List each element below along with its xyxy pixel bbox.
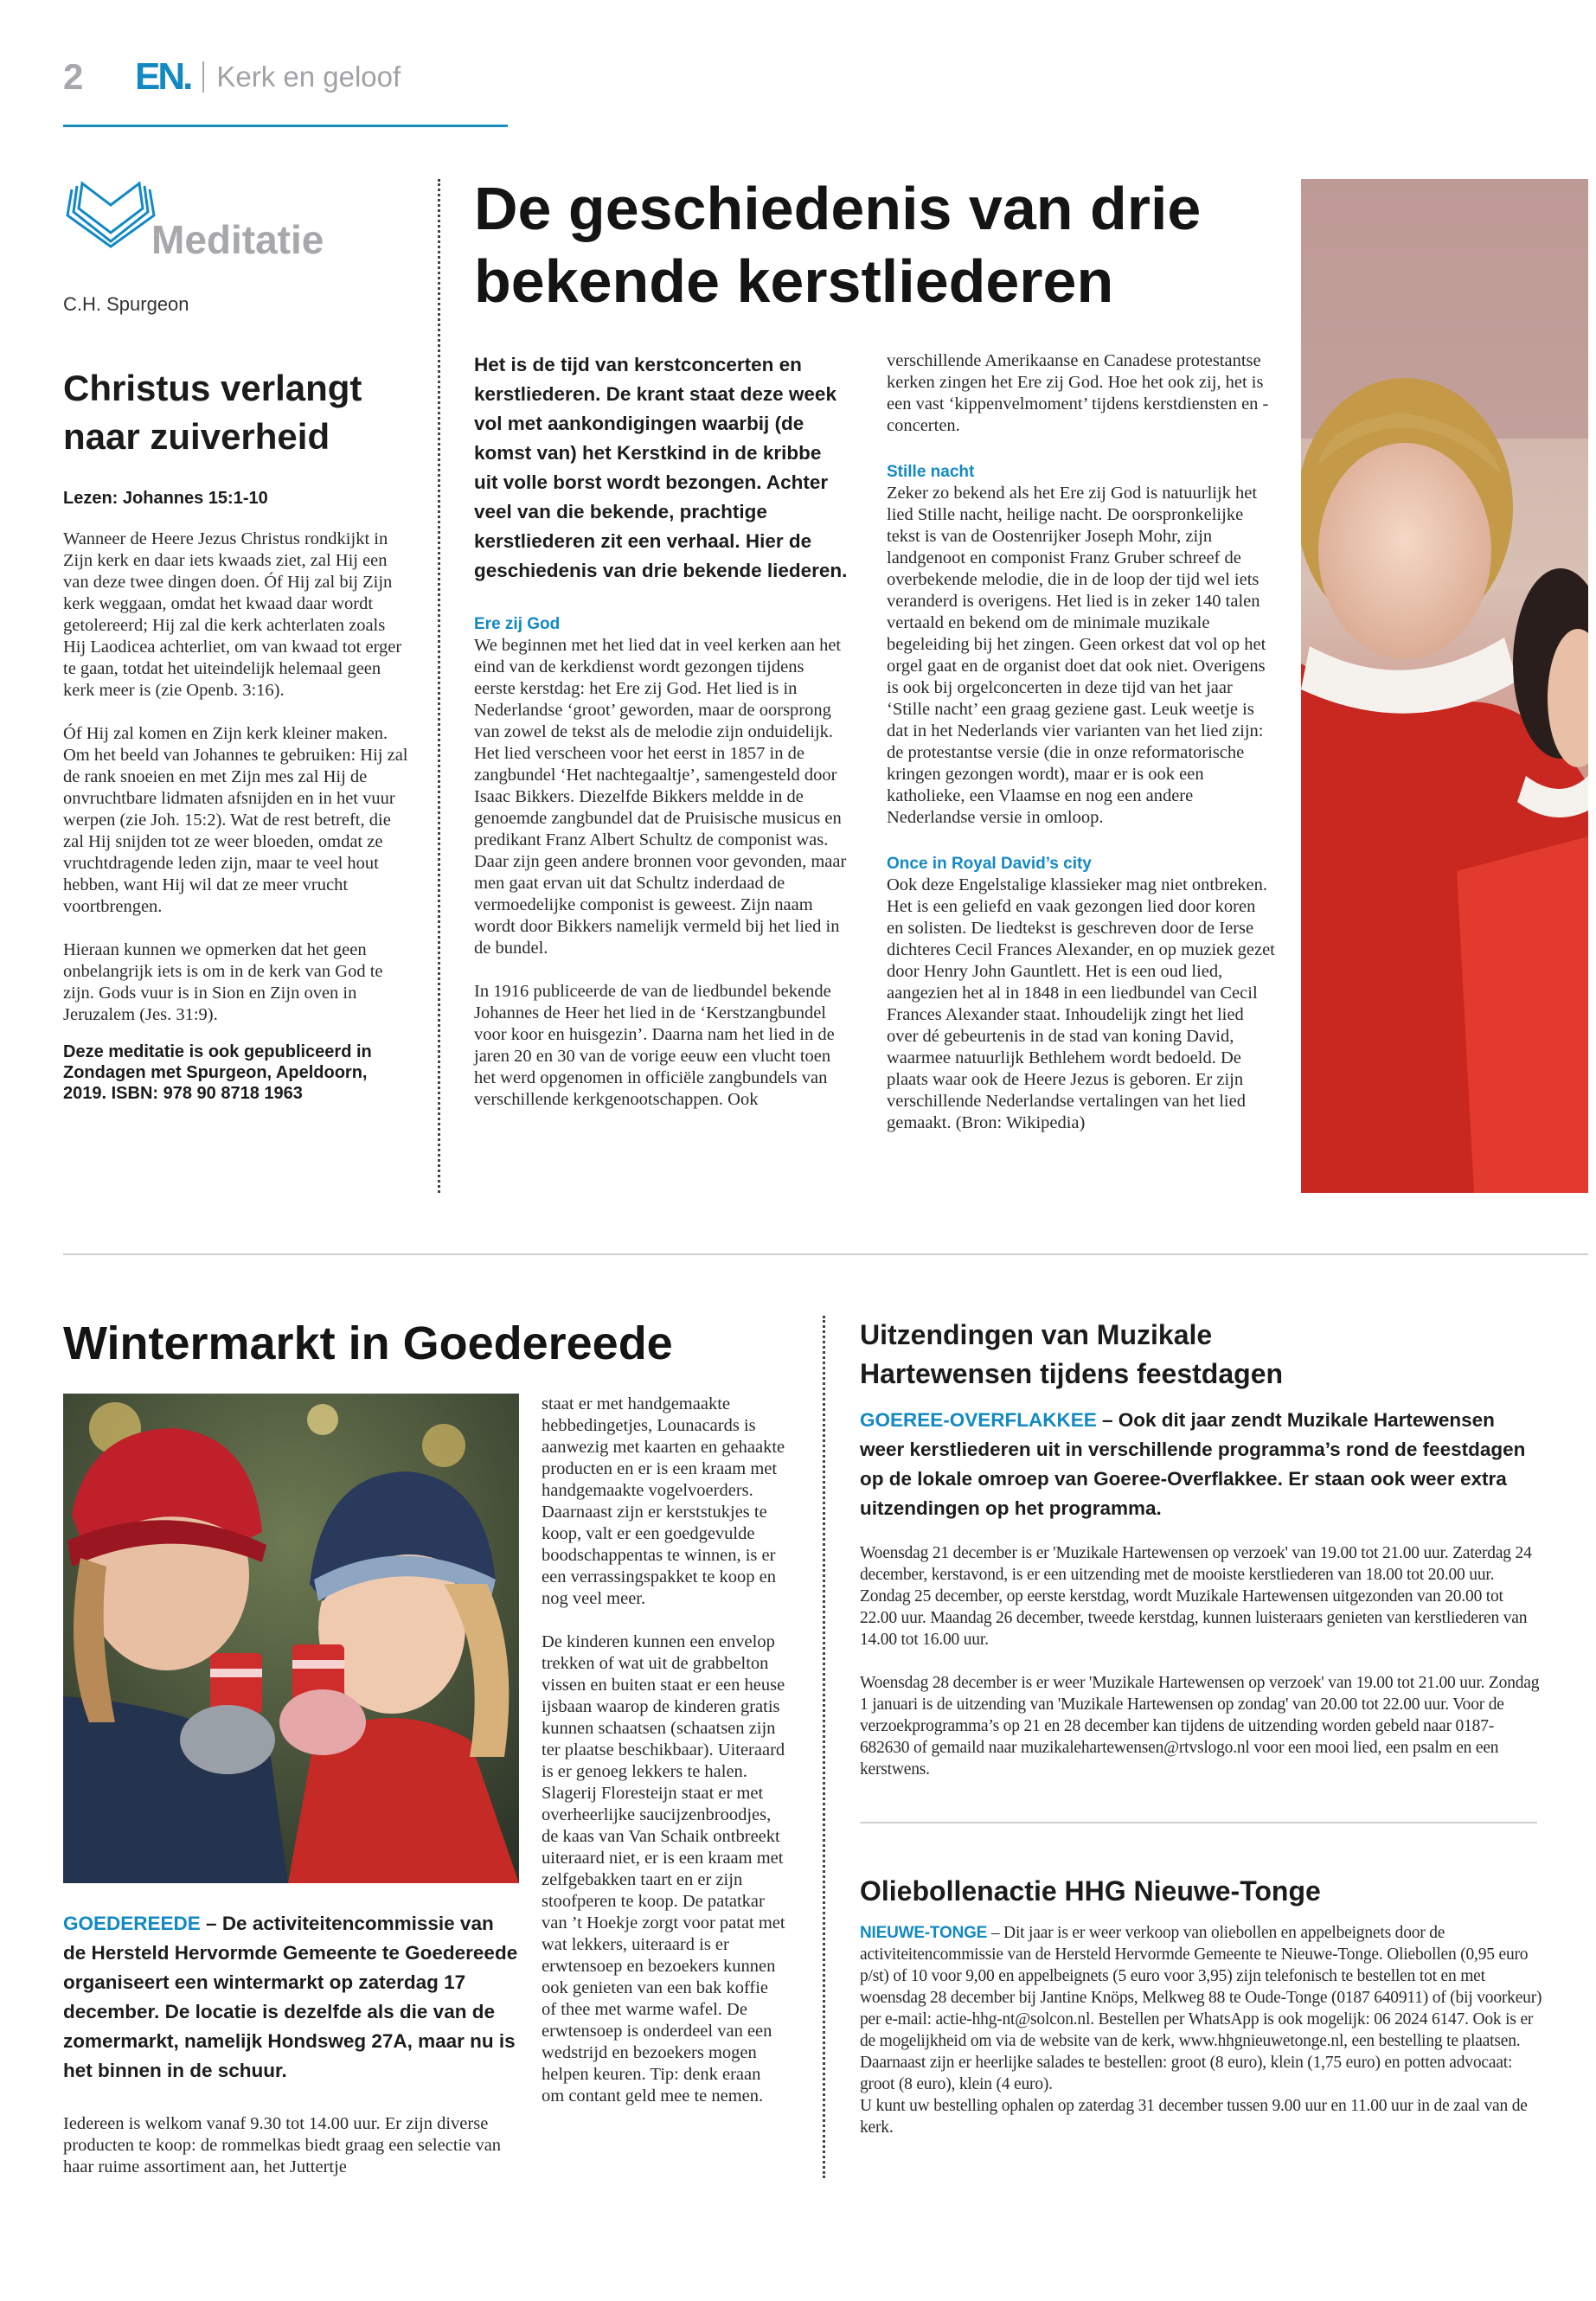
meditation-author: C.H. Spurgeon [63,293,189,315]
broadcast-title: Uitzendingen van Muzikale Hartewensen tijdens feestdagen [860,1319,1284,1389]
paragraph: Hieraan kunnen we opmerken dat het geen onbelangrijk iets is om in de kerk van God te zijn. Gods vuur is in Sion en Zijn oven in Jeruzalem (Jes. 31:9). [63,940,383,1024]
carols-body [474,635,848,1111]
lead-text: – De activiteitencommissie van de Hersteld Hervormde Gemeente te Goedereede organiseert een wintermarkt op zaterdag 17 december. De locatie is dezelfde als die van de zomermarkt, namelijk Hondsweg 27A, maar nu is het binnen in de schuur. [63,1913,518,2081]
broadcast-body [860,1542,1543,1780]
paragraph: Zeker zo bekend als het Ere zij God is natuurlijk het lied Stille nacht, heilige nacht. De oorspronkelijke tekst is van de Oostenrijker Joseph Mohr, zijn landgenoot en componist Franz Gruber schreef de overbekende melodie, die in de loop der tijd wel iets veranderd is overigens. Het lied is in zeker 140 talen vertaald en bekend om de minimale muzikale begeleiding bij het zingen. Geen orkest dat vol op het orgel gaat en de organist doet dat ook niet. Overigens is ook bij orgelconcerten in deze tijd van het jaar ‘Stille nacht’ een graag geziene gast. Leuk weetje is dat in het Nederlands vier varianten van het lied zijn: de protestantse versie (die in onze reformatorische kringen gezongen wordt), maar er is ook een katholieke, een Vlaamse en nog een andere Nederlandse versie in omloop. [887,484,1266,827]
market-body: Iedereen is welkom vanaf 9.30 tot 14.00 uur. Er zijn diverse producten te koop: de rommelkas biedt graag een selectie van haar ruime assortiment aan, het Juttertje [63,2114,502,2176]
market-title: Wintermarkt in Goedereede [63,1317,673,1369]
meditation-footer: Deze meditatie is ook gepubliceerd in Zondagen met Spurgeon, Apeldoorn, 2019. ISBN: 978 90 8718 1963 [63,1042,372,1103]
meditation-reading: Lezen: Johannes 15:1-10 [63,489,268,508]
paragraph: Ook deze Engelstalige klassieker mag niet ontbreken. Het is een geliefd en vaak gezongen lied door koren en solisten. De liedtekst is geschreven door de Ierse dichteres Cecil Frances Alexander, en op muziek gezet door Henry John Gauntlett. Het is een oud lied, aangezien het al in 1848 in een liedbundel van Cecil Frances Alexander staat. Inhoudelijk zingt het lied over dé gebeurtenis in de stad van koning David, waarmee natuurlijk Bethlehem wordt bedoeld. De plaats waar ook de Heere Jezus is geboren. Er zijn verschillende Nederlandse vertalingen van het lied gemaakt. (Bron: Wikipedia) [887,875,1275,1132]
section-rule [860,1822,1537,1823]
page-number: 2 [63,56,84,97]
bottom-section [63,1316,1588,2178]
meditation-masthead [63,179,409,262]
carols-article [474,175,1275,1134]
choir-boy-photo [1301,179,1588,1193]
carols-columns [474,350,1275,1134]
meditation-column [63,179,409,1104]
column-divider [823,1316,825,2178]
dateline: GOEDEREEDE [63,1913,201,1934]
section-heading: Once in Royal David’s city [887,855,1092,873]
carols-lead: Het is de tijd van kerstconcerten en kerstliederen. De krant staat deze week vol met aankondigingen waarbij (de komst van) het Kerstkind in de kribbe uit volle borst wordt bezongen. Achter veel van die bekende, prachtige kerstliederen zit een verhaal. Hier de geschiedenis van drie bekende liederen. [474,354,848,581]
meditation-body [63,529,409,1026]
paragraph: Óf Hij zal komen en Zijn kerk kleiner maken. Om het beeld van Johannes te gebruiken: Hij zal de rank snoeien en met Zijn mes zal Hij de onvruchtbare lidmaten afsnijden en in het vuur werpen (zie Joh. 15:2). Wat de rest betreft, die zal Hij snijden tot ze weer bloeden, omdat ze vruchtdragende leden zijn, maar te veel hout hebben, want Hij wil dat ze meer vrucht voortbrengen. [63,724,408,916]
carols-title: De geschiedenis van drie bekende kerstliederen [474,175,1202,315]
body-text-2: U kunt uw bestelling ophalen op zaterdag 31 december tussen 9.00 uur en 11.00 uur in de zaal van de kerk. [860,2097,1528,2137]
market-lead [63,1909,519,2086]
section-title: Kerk en geloof [216,61,401,93]
market-col1 [63,1394,519,2178]
broadcast-lead [860,1406,1543,1523]
lead-text: – Ook dit jaar zendt Muzikale Hartewensen weer kerstliederen uit in verschillende programma’s rond de feestdagen op de lokale omroep van Goeree-Overflakkee. Er staan ook weer extra uitzendingen op het programma. [860,1409,1526,1519]
paragraph: In 1916 publiceerde de van de liedbundel bekende Johannes de Heer het lied in de ‘Kerstzangbundel voor koor en huisgezin’. Daarna nam het lied in de jaren 20 en 30 van de vorige eeuw een vlucht toen het werd opgenomen in officiële zangbundels van verschillende kerkgenootschappen. Ook [474,982,835,1109]
oliebollen-body [860,1922,1543,2138]
section-rule [63,1253,1588,1255]
oliebollen-title: Oliebollenactie HHG Nieuwe-Tonge [860,1875,1321,1907]
girls-with-mugs-photo [63,1394,519,1883]
header-rule [63,125,508,127]
column-divider [438,179,440,1193]
carols-body [887,875,1275,1134]
header-divider [202,61,204,93]
paragraph: De kinderen kunnen een envelop trekken of wat uit de grabbelton vissen en buiten staat er een heuse ijsbaan waarop de kinderen gratis kunnen schaatsen (schaatsen zijn ter plaatse beschikbaar). Uiteraard is er genoeg lekkers te halen. Slagerij Floresteijn staat er met overheerlijke saucijzenbroodjes, de kaas van Van Schaik ontbreekt uiteraard niet, er is een kraam met zelfgebakken taart en er zijn stoofperen te koop. De patatkar van ’t Hoekje zorgt voor patat met wat lekkers, uiteraard is er erwtensoep en bezoekers kunnen ook genieten van een bak koffie of thee met warme wafel. De erwtensoep is onderdeel van een wedstrijd en bezoekers mogen helpen keuren. Tip: denk eraan om contant geld mee te nemen. [542,1632,785,2106]
meditation-title: Christus verlangt naar zuiverheid [63,368,362,457]
brand-logo: EN. [135,55,191,98]
open-book-heart-icon [63,179,160,248]
carols-col1 [474,350,848,1111]
carols-body [887,350,1275,437]
paragraph: We beginnen met het lied dat in veel kerken aan het eind van de kerkdienst wordt gezongen tijdens eerste kerstdag: het Ere zij God. Het lied is in Nederlandse ‘groot’ geworden, maar de oorsprong van zowel de tekst als de melodie zijn onduidelijk. Het lied verscheen voor het eerst in 1857 in de zangbundel ‘Het nachtegaaltje’, samengesteld door Isaac Bikkers. Diezelfde Bikkers meldde in de genoemde zangbundel dat de Pruisische musicus en predikant Franz Albert Schultz de componist was. Daar zijn geen andere bronnen voor gevonden, maar men gaat ervan uit dat Schultz inderdaad de vermoedelijke componist is geweest. Zijn naam wordt door Bikkers namelijk vermeld bij het lied in de bundel. [474,636,847,958]
market-article [63,1316,786,2178]
carols-body [887,483,1275,829]
section-heading: Stille nacht [887,463,975,481]
top-section [63,175,1588,1193]
paragraph: verschillende Amerikaanse en Canadese protestantse kerken zingen het Ere zij God. Hoe het ook zij, het is een vast ‘kippenvelmoment’ tijdens kerstdiensten en -concerten. [887,351,1269,435]
paragraph: Woensdag 28 december is er weer 'Muzikale Hartewensen op verzoek' van 19.00 tot 21.00 uur. Zondag 1 januari is de uitzending van 'Muzikale Hartewensen op zondag' van 20.00 tot 22.00 uur. Voor de verzoekprogramma’s op 21 en 28 december kan tijdens de uitzending worden gebeld naar 0187-682630 of gemaild naar muzikalehartewensen@rtvslogo.nl voor een mooi lied, een psalm en een kerstwens. [860,1674,1540,1779]
paragraph: Wanneer de Heere Jezus Christus rondkijkt in Zijn kerk en daar iets kwaads ziet, zal Hij een van deze twee dingen doen. Óf Hij zal bij Zijn kerk weggaan, omdat het kwaad daar wordt getolereerd; Hij zal die kerk achterlaten zoals Hij Laodicea achterliet, om van kwaad tot erger te gaan, totdat het uiteindelijk helemaal geen kerk meer is (zie Openb. 3:16). [63,529,402,700]
paragraph: Woensdag 21 december is er 'Muzikale Hartewensen op verzoek' van 19.00 tot 21.00 uur. Zaterdag 24 december, kerstavond, is er een uitzending met de mooiste kerstliederen van 18.00 tot 20.00 uur. Zondag 25 december, op eerste kerstdag, wordt Muzikale Hartewensen uitgezonden van 20.00 tot 22.00 uur. Maandag 26 december, tweede kerstdag, kunnen luisteraars genieten van kerstliederen van 14.00 tot 16.00 uur. [860,1544,1532,1649]
paragraph: staat er met handgemaakte hebbedingetjes, Lounacards is aanwezig met kaarten en gehaakte producten en er is een kraam met handgemaakte vogelvoerders. Daarnaast zijn er kerststukjes te koop, valt er een goedgevulde boodschappentas te winnen, is er een verrassingspakket te koop en nog veel meer. [542,1394,785,1608]
dateline: NIEUWE-TONGE [860,1924,988,1942]
market-columns [63,1394,786,2178]
dateline: GOEREE-OVERFLAKKEE [860,1409,1097,1431]
market-col2 [542,1394,785,2107]
right-column [860,1316,1543,2138]
section-heading: Ere zij God [474,615,561,633]
page-header [63,54,508,100]
body-text: – Dit jaar is er weer verkoop van oliebollen en appelbeignets door de activiteitencommissie van de Hersteld Hervormde Gemeente te Nieuwe-Tonge. Oliebollen (0,95 euro p/st) of 10 voor 9,00 en appelbeignets (5 euro voor 3,95) zijn telefonisch te bestellen tot en met woensdag 28 december bij Jantine Knöps, Melkweg 88 te Oude-Tonge (0187 640911) of (bij voorkeur) per e-mail: actie-hhg-nt@solcon.nl. Bestellen per WhatsApp is ook mogelijk: 06 2024 6147. Ook is er de mogelijkheid om via de website van de kerk, www.hhgnieuwetonge.nl, een bestelling te plaatsen. Daarnaast zijn er heerlijke salades te bestellen: groot (8 euro), klein (1,75 euro) en potten advocaat: groot (8 euro), klein (4 euro). [860,1924,1542,2093]
carols-col2 [887,350,1275,1134]
meditation-label: Meditatie [151,217,324,262]
